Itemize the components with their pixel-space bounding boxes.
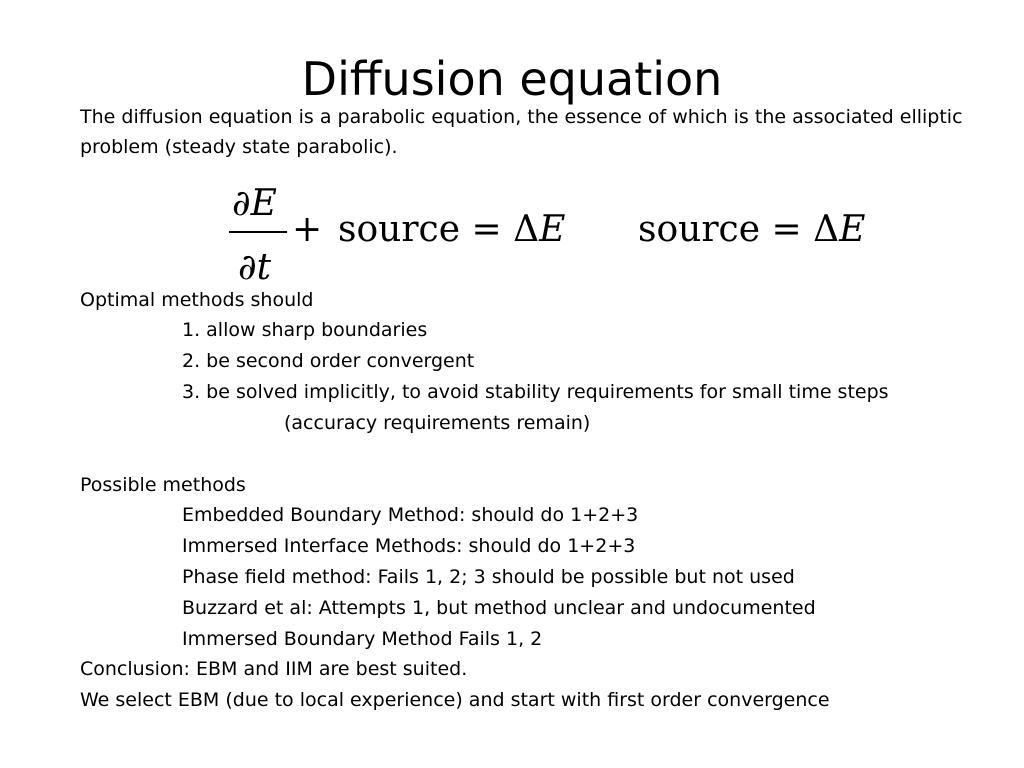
fraction-denominator: [238, 248, 271, 288]
laplacian-variable: E: [539, 209, 566, 250]
possible-method-item: Embedded Boundary Method: should do 1+2+3: [182, 504, 639, 526]
optimal-item: 1. allow sharp boundaries: [182, 319, 428, 341]
possible-method-item: Immersed Boundary Method Fails 1, 2: [182, 628, 543, 650]
partial-symbol: ∂: [232, 183, 251, 224]
possible-method-item: Phase field method: Fails 1, 2; 3 should be possible but not used: [182, 566, 795, 588]
optimal-item-note: (accuracy requirements remain): [284, 412, 591, 434]
optimal-methods-heading: Optimal methods should: [80, 289, 314, 311]
possible-methods-heading: Possible methods: [80, 474, 246, 496]
numerator-variable: E: [250, 183, 277, 224]
optimal-item: 3. be solved implicitly, to avoid stability requirements for small time steps: [182, 381, 889, 403]
optimal-item: 2. be second order convergent: [182, 350, 475, 372]
conclusion-text: Conclusion: EBM and IIM are best suited.: [80, 658, 468, 680]
equation-1-rhs: [338, 210, 565, 250]
partial-symbol: ∂: [238, 247, 257, 288]
equals-sign: =: [771, 209, 802, 250]
fraction-bar: [229, 231, 287, 233]
intro-paragraph: The diffusion equation is a parabolic equation, the essence of which is the associated elliptic problem (steady state parabolic).: [80, 106, 963, 158]
selection-text: We select EBM (due to local experience) and start with first order convergence: [80, 689, 830, 711]
equation-2: [638, 210, 865, 250]
denominator-variable: t: [256, 247, 272, 288]
possible-method-item: Buzzard et al: Attempts 1, but method unclear and undocumented: [182, 597, 816, 619]
possible-method-item: Immersed Interface Methods: should do 1+2+3: [182, 535, 636, 557]
equation-plus: +: [292, 209, 323, 250]
source-term: source: [638, 209, 761, 250]
laplacian-symbol: Δ: [513, 209, 540, 250]
equals-sign: =: [471, 209, 502, 250]
source-term: source: [338, 209, 461, 250]
fraction-numerator: [232, 184, 277, 224]
laplacian-variable: E: [839, 209, 866, 250]
slide-title: Diffusion equation: [301, 51, 723, 106]
laplacian-symbol: Δ: [813, 209, 840, 250]
